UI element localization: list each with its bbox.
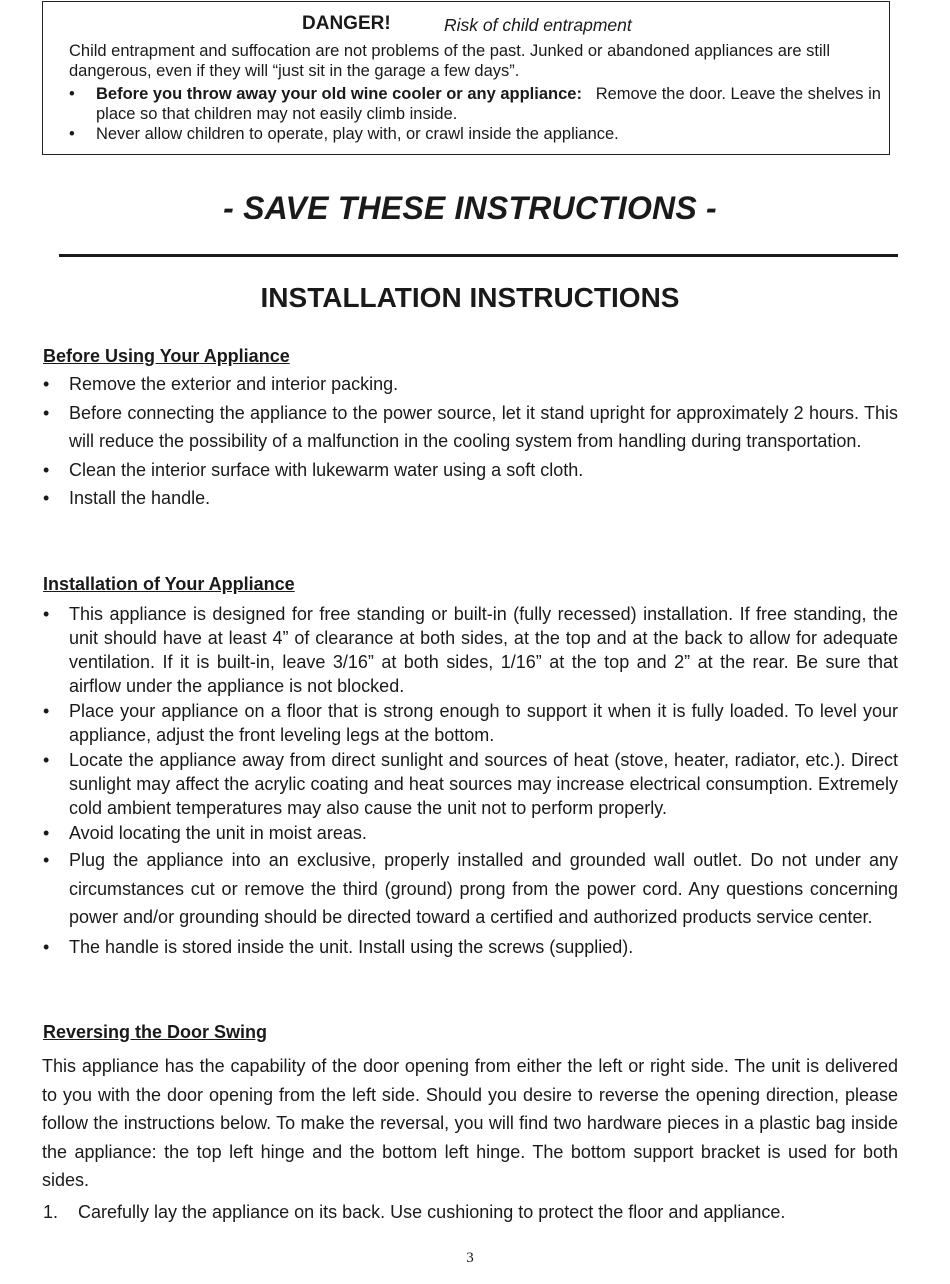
list-item: • Remove the exterior and interior packing. [43, 370, 898, 399]
list-item: • Plug the appliance into an exclusive, properly installed and grounded wall outlet. Do not under any circumstances cut or remove the third (ground) prong from the power cord. Any questions concerning power and/or grounding should be directed toward a certified and authorized products service center. [43, 846, 898, 932]
list-item: • This appliance is designed for free standing or built-in (fully recessed) installation. If free standing, the unit should have at least 4” of clearance at both sides, at the top and at the back to allow for adequate ventilation. If it is built-in, leave 3/16” at both sides, 1/16” at the top and 2” at the rear. Be sure that airflow under the appliance is not blocked. [43, 602, 898, 698]
list-item: • Before connecting the appliance to the power source, let it stand upright for approximately 2 hours. This will reduce the possibility of a malfunction in the cooling system from handling during transportation. [43, 399, 898, 456]
page-title: INSTALLATION INSTRUCTIONS [260, 282, 680, 313]
page-number: 3 [466, 1250, 474, 1266]
list-item: • Install the handle. [43, 484, 898, 513]
danger-title: DANGER! [302, 13, 391, 34]
list-item: • Clean the interior surface with lukewarm water using a soft cloth. [43, 456, 898, 485]
list-item: • Locate the appliance away from direct sunlight and sources of heat (stove, heater, radiator, etc.). Direct sunlight may affect the acrylic coating and heat sources may increase electrical consumption. Extremely cold ambient temperatures may also cause the unit not to perform properly. [43, 748, 898, 820]
list-item: • Avoid locating the unit in moist areas. [43, 821, 898, 845]
list-item: • Place your appliance on a floor that is strong enough to support it when it is fully loaded. To level your appliance, adjust the front leveling legs at the bottom. [43, 699, 898, 747]
section-heading-reversing: Reversing the Door Swing [43, 1022, 268, 1042]
danger-bullet-text: Never allow children to operate, play with, or crawl inside the appliance. [96, 125, 619, 143]
save-instructions-banner: - SAVE THESE INSTRUCTIONS - [223, 190, 717, 226]
step-item [43, 1198, 785, 1226]
before-using-list [43, 370, 898, 513]
danger-header [43, 13, 889, 37]
installation-list [43, 602, 898, 962]
section-heading-installation: Installation of Your Appliance [43, 574, 295, 594]
danger-bullet-bold: Before you throw away your old wine cooler or any appliance: [96, 85, 582, 103]
danger-bullet-list [69, 85, 883, 146]
step-text: Carefully lay the appliance on its back. Use cushioning to protect the floor and appliance. [78, 1202, 786, 1222]
horizontal-divider [59, 254, 898, 257]
section-heading-before-using: Before Using Your Appliance [43, 346, 290, 366]
danger-warning-box [42, 1, 890, 155]
danger-subtitle: Risk of child entrapment [444, 15, 632, 35]
danger-bullet-item [69, 125, 883, 145]
danger-bullet-item [69, 85, 883, 124]
danger-intro-text: Child entrapment and suffocation are not problems of the past. Junked or abandoned appliances are still dangerous, even if they will “just sit in the garage a few days”. [69, 42, 831, 80]
danger-bullet-text: Remove the door. Leave the shelves in place so that children may not easily climb inside. [96, 85, 881, 123]
reversing-paragraph: This appliance has the capability of the door opening from either the left or right side. The unit is delivered to you with the door opening from the left side. Should you desire to reverse the opening direction, please follow the instructions below. To make the reversal, you will find two hardware pieces in a plastic bag inside the appliance: the top left hinge and the bottom left hinge. The bottom support bracket is used for both sides. [42, 1056, 898, 1190]
step-number: 1. [43, 1202, 59, 1222]
list-item: • The handle is stored inside the unit. Install using the screws (supplied). [43, 933, 898, 962]
